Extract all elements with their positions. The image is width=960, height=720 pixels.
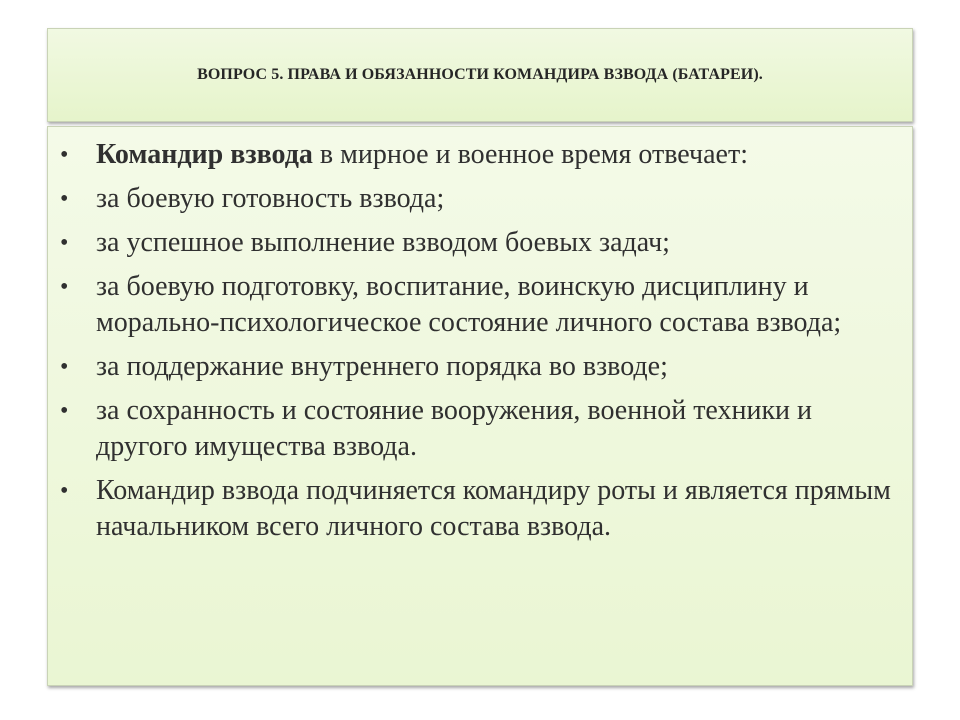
list-item bbox=[60, 349, 896, 385]
list-item-text: за поддержание внутреннего порядка во взводе; bbox=[96, 351, 668, 382]
slide-title-box bbox=[47, 28, 913, 122]
bullet-icon: • bbox=[60, 354, 69, 380]
bullet-icon: • bbox=[60, 274, 69, 300]
list-item-text: в мирное и военное время отвечает: bbox=[312, 139, 748, 170]
bullet-icon: • bbox=[60, 142, 69, 168]
list-item bbox=[60, 473, 896, 545]
bullet-icon: • bbox=[60, 186, 69, 212]
list-item bbox=[60, 225, 896, 261]
list-item-text: за сохранность и состояние вооружения, военной техники и другого имущества взвода. bbox=[96, 395, 813, 462]
list-item bbox=[60, 137, 896, 173]
list-item-text: за боевую подготовку, воспитание, воинскую дисциплину и морально-психологическое состояние личного состава взвода; bbox=[96, 271, 842, 338]
list-item bbox=[60, 181, 896, 217]
slide-content-box bbox=[47, 126, 913, 686]
list-item-bold: Командир взвода bbox=[96, 139, 313, 170]
bullet-list bbox=[60, 137, 896, 545]
bullet-icon: • bbox=[60, 398, 69, 424]
slide-title: ВОПРОС 5. ПРАВА И ОБЯЗАННОСТИ КОМАНДИРА ВЗВОДА (БАТАРЕИ). bbox=[197, 66, 763, 83]
list-item bbox=[60, 269, 896, 341]
list-item bbox=[60, 393, 896, 465]
list-item-text: Командир взвода подчиняется командиру роты и является прямым начальником всего личного состава взвода. bbox=[96, 475, 891, 542]
list-item-text: за успешное выполнение взводом боевых задач; bbox=[96, 227, 670, 258]
bullet-icon: • bbox=[60, 478, 69, 504]
list-item-text: за боевую готовность взвода; bbox=[96, 183, 445, 214]
bullet-icon: • bbox=[60, 230, 69, 256]
